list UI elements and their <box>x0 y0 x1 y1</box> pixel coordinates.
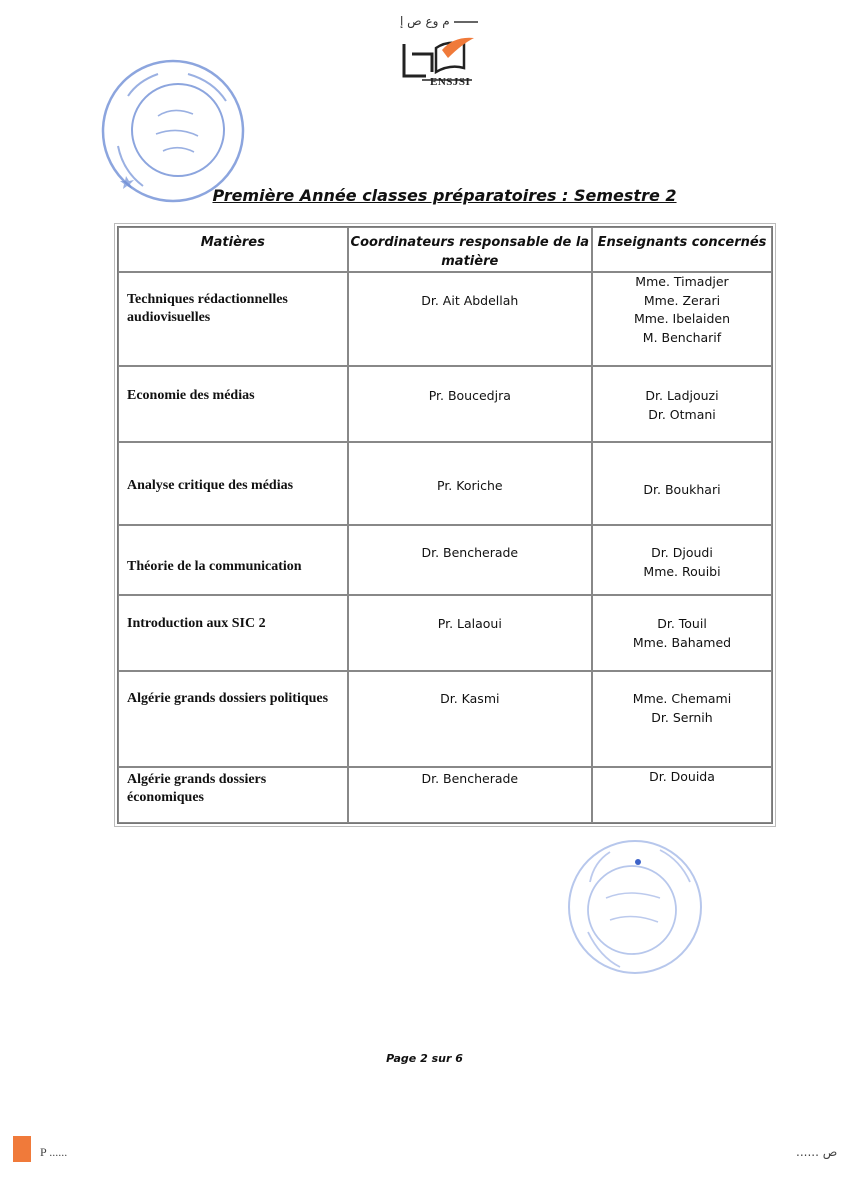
orange-margin-mark <box>13 1136 31 1162</box>
teacher-name: Dr. Ladjouzi <box>645 388 719 403</box>
coordinator-cell: Pr. Boucedjra <box>348 366 592 442</box>
table-row <box>118 767 772 823</box>
teacher-name: Dr. Douida <box>649 769 715 784</box>
teacher-name: Dr. Djoudi <box>651 545 713 560</box>
official-stamp-icon <box>560 822 710 992</box>
teacher-name: Mme. Zerari <box>643 292 721 308</box>
subject-cell: Théorie de la communication <box>118 525 348 595</box>
header-enseignants: Enseignants concernés <box>592 227 772 272</box>
page-mark-left: P ...... <box>40 1145 68 1159</box>
coordinator-cell: Dr. Ait Abdellah <box>348 272 592 366</box>
page-number: Page 2 sur 6 <box>386 1052 463 1065</box>
subject-cell: Techniques rédactionnelles audiovisuelles <box>118 272 348 366</box>
logo-text: ENSJSI <box>430 76 471 88</box>
teacher-name: Dr. Otmani <box>648 406 716 422</box>
teachers-cell <box>592 525 772 595</box>
subject-cell: Economie des médias <box>118 366 348 442</box>
teachers-cell <box>592 366 772 442</box>
teacher-name: Dr. Sernih <box>651 709 713 725</box>
page-mark-right: ...... ص <box>796 1145 838 1159</box>
teacher-name: Dr. Boukhari <box>643 482 721 497</box>
subject-cell: Algérie grands dossiers économiques <box>118 767 348 823</box>
teachers-cell <box>592 671 772 767</box>
teacher-name: M. Bencharif <box>642 329 722 345</box>
subject-cell: Analyse critique des médias <box>118 442 348 525</box>
coordinator-cell: Dr. Kasmi <box>348 671 592 767</box>
table-row <box>118 595 772 671</box>
logo-arabic-text: م وع ص إ <box>400 14 450 28</box>
header-matieres: Matières <box>118 227 348 272</box>
page-title: Première Année classes préparatoires : Semestre 2 <box>212 186 677 205</box>
teachers-cell <box>592 272 772 366</box>
table-row <box>118 442 772 525</box>
coordinator-cell: Pr. Lalaoui <box>348 595 592 671</box>
courses-table <box>117 226 773 824</box>
teachers-cell <box>592 595 772 671</box>
subject-cell: Algérie grands dossiers politiques <box>118 671 348 767</box>
teacher-name: Dr. Touil <box>657 616 707 631</box>
teacher-name: Mme. Timadjer <box>635 274 729 289</box>
coordinator-cell: Pr. Koriche <box>348 442 592 525</box>
official-stamp-icon <box>98 56 248 206</box>
coordinator-cell: Dr. Bencherade <box>348 767 592 823</box>
teacher-name: Mme. Chemami <box>632 691 732 706</box>
table-row <box>118 272 772 366</box>
teacher-name: Mme. Bahamed <box>632 634 732 650</box>
table-row <box>118 671 772 767</box>
header-coordinateurs: Coordinateurs responsable de la matière <box>348 227 592 272</box>
table-row <box>118 525 772 595</box>
subject-cell: Introduction aux SIC 2 <box>118 595 348 671</box>
teacher-name: Mme. Rouibi <box>643 563 721 579</box>
coordinator-cell: Dr. Bencherade <box>348 525 592 595</box>
teachers-cell <box>592 767 772 823</box>
table-row <box>118 366 772 442</box>
teachers-cell <box>592 442 772 525</box>
teacher-name: Mme. Ibelaiden <box>633 311 731 326</box>
